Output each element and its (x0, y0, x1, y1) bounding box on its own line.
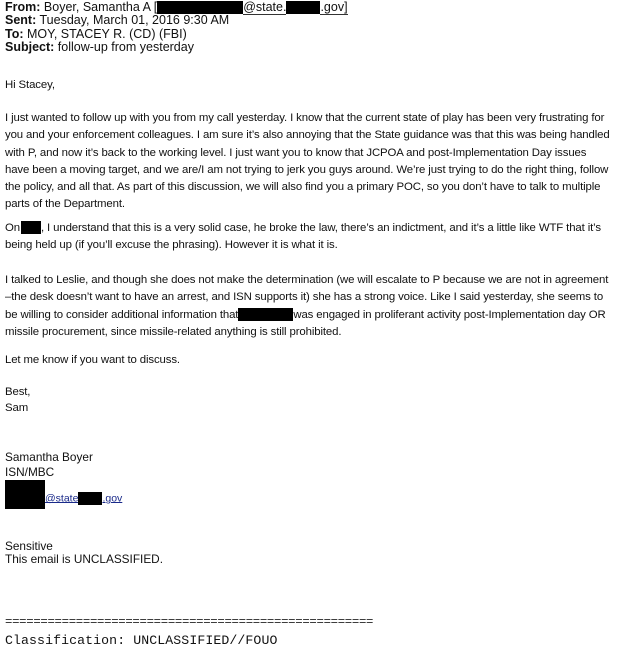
signature-email-text[interactable] (45, 492, 122, 505)
to-value: MOY, STACEY R. (CD) (FBI) (27, 27, 187, 41)
sensitivity-label: Sensitive (5, 539, 53, 553)
to-label: To: (5, 27, 24, 41)
signature-email (5, 480, 135, 510)
p2-rest: , I understand that this is a very solid case, he broke the law, there’s an indictment, and it’s a little like WTF that it’s being held up (if you’ll excuse the phrasing). However it is what it is. (5, 222, 601, 252)
p2-start: On (5, 222, 20, 234)
subject-label: Subject: (5, 40, 55, 54)
from-label: From: (5, 0, 41, 14)
sent-line (5, 13, 229, 28)
body-paragraph-2 (5, 220, 610, 255)
redaction-block (78, 492, 102, 505)
signature-email-suffix: .gov (102, 492, 123, 505)
redaction-block (286, 1, 320, 14)
signature-name: Samantha Boyer (5, 450, 93, 464)
redaction-block (238, 308, 293, 321)
p3-part-1: I talked to Leslie, and though she does not make the determination (we will escalate to P because we are not in agreement –the desk doesn’t want to have an arrest, and ISN supports it) she has a strong voice. Like I said yesterday, she seems to be willing to consider additional information that (5, 274, 609, 321)
greeting: Hi Stacey, (5, 79, 55, 91)
divider-rule: ==================================================== (5, 615, 374, 629)
classification-note: This email is UNCLASSIFIED. (5, 552, 163, 566)
body-paragraph-3 (5, 272, 610, 341)
closing: Best, (5, 386, 31, 398)
signoff-name: Sam (5, 402, 29, 414)
subject-line (5, 40, 194, 55)
from-email-suffix: .gov] (320, 0, 348, 14)
sent-label: Sent: (5, 13, 37, 27)
redaction-block (5, 480, 45, 509)
signature-email-prefix: @state (45, 492, 79, 505)
subject-value: follow-up from yesterday (57, 40, 194, 54)
sent-value: Tuesday, March 01, 2016 9:30 AM (39, 13, 230, 27)
signature-dept: ISN/MBC (5, 465, 55, 479)
p3-part-2: was engaged in proliferant activity post-Implementation day OR missile procurement, since missile-related anything is still prohibited. (5, 308, 606, 338)
from-value: Boyer, Samantha A [ (43, 0, 158, 14)
from-email-prefix: @state. (243, 0, 287, 14)
body-paragraph-4: Let me know if you want to discuss. (5, 354, 180, 366)
redaction-block (21, 221, 41, 234)
body-paragraph-1: I just wanted to follow up with you from my call yesterday. I know that the current state of play has been very frustrating for you and your enforcement colleagues. I am sure it’s also annoying that the State guidance was that this was being handled with P, and now it’s back to the working level. I just want you to know that JCPOA and post-Implementation Day issues have been a moving target, and we are/I am not trying to jerk you guys around. We’re just trying to do the right thing, follow the policy, and all that. As part of this discussion, we will also find you a primary POC, so you don’t have to talk to multiple parts of the Department. (5, 112, 610, 211)
classification-marking: Classification: UNCLASSIFIED//FOUO (5, 633, 278, 648)
